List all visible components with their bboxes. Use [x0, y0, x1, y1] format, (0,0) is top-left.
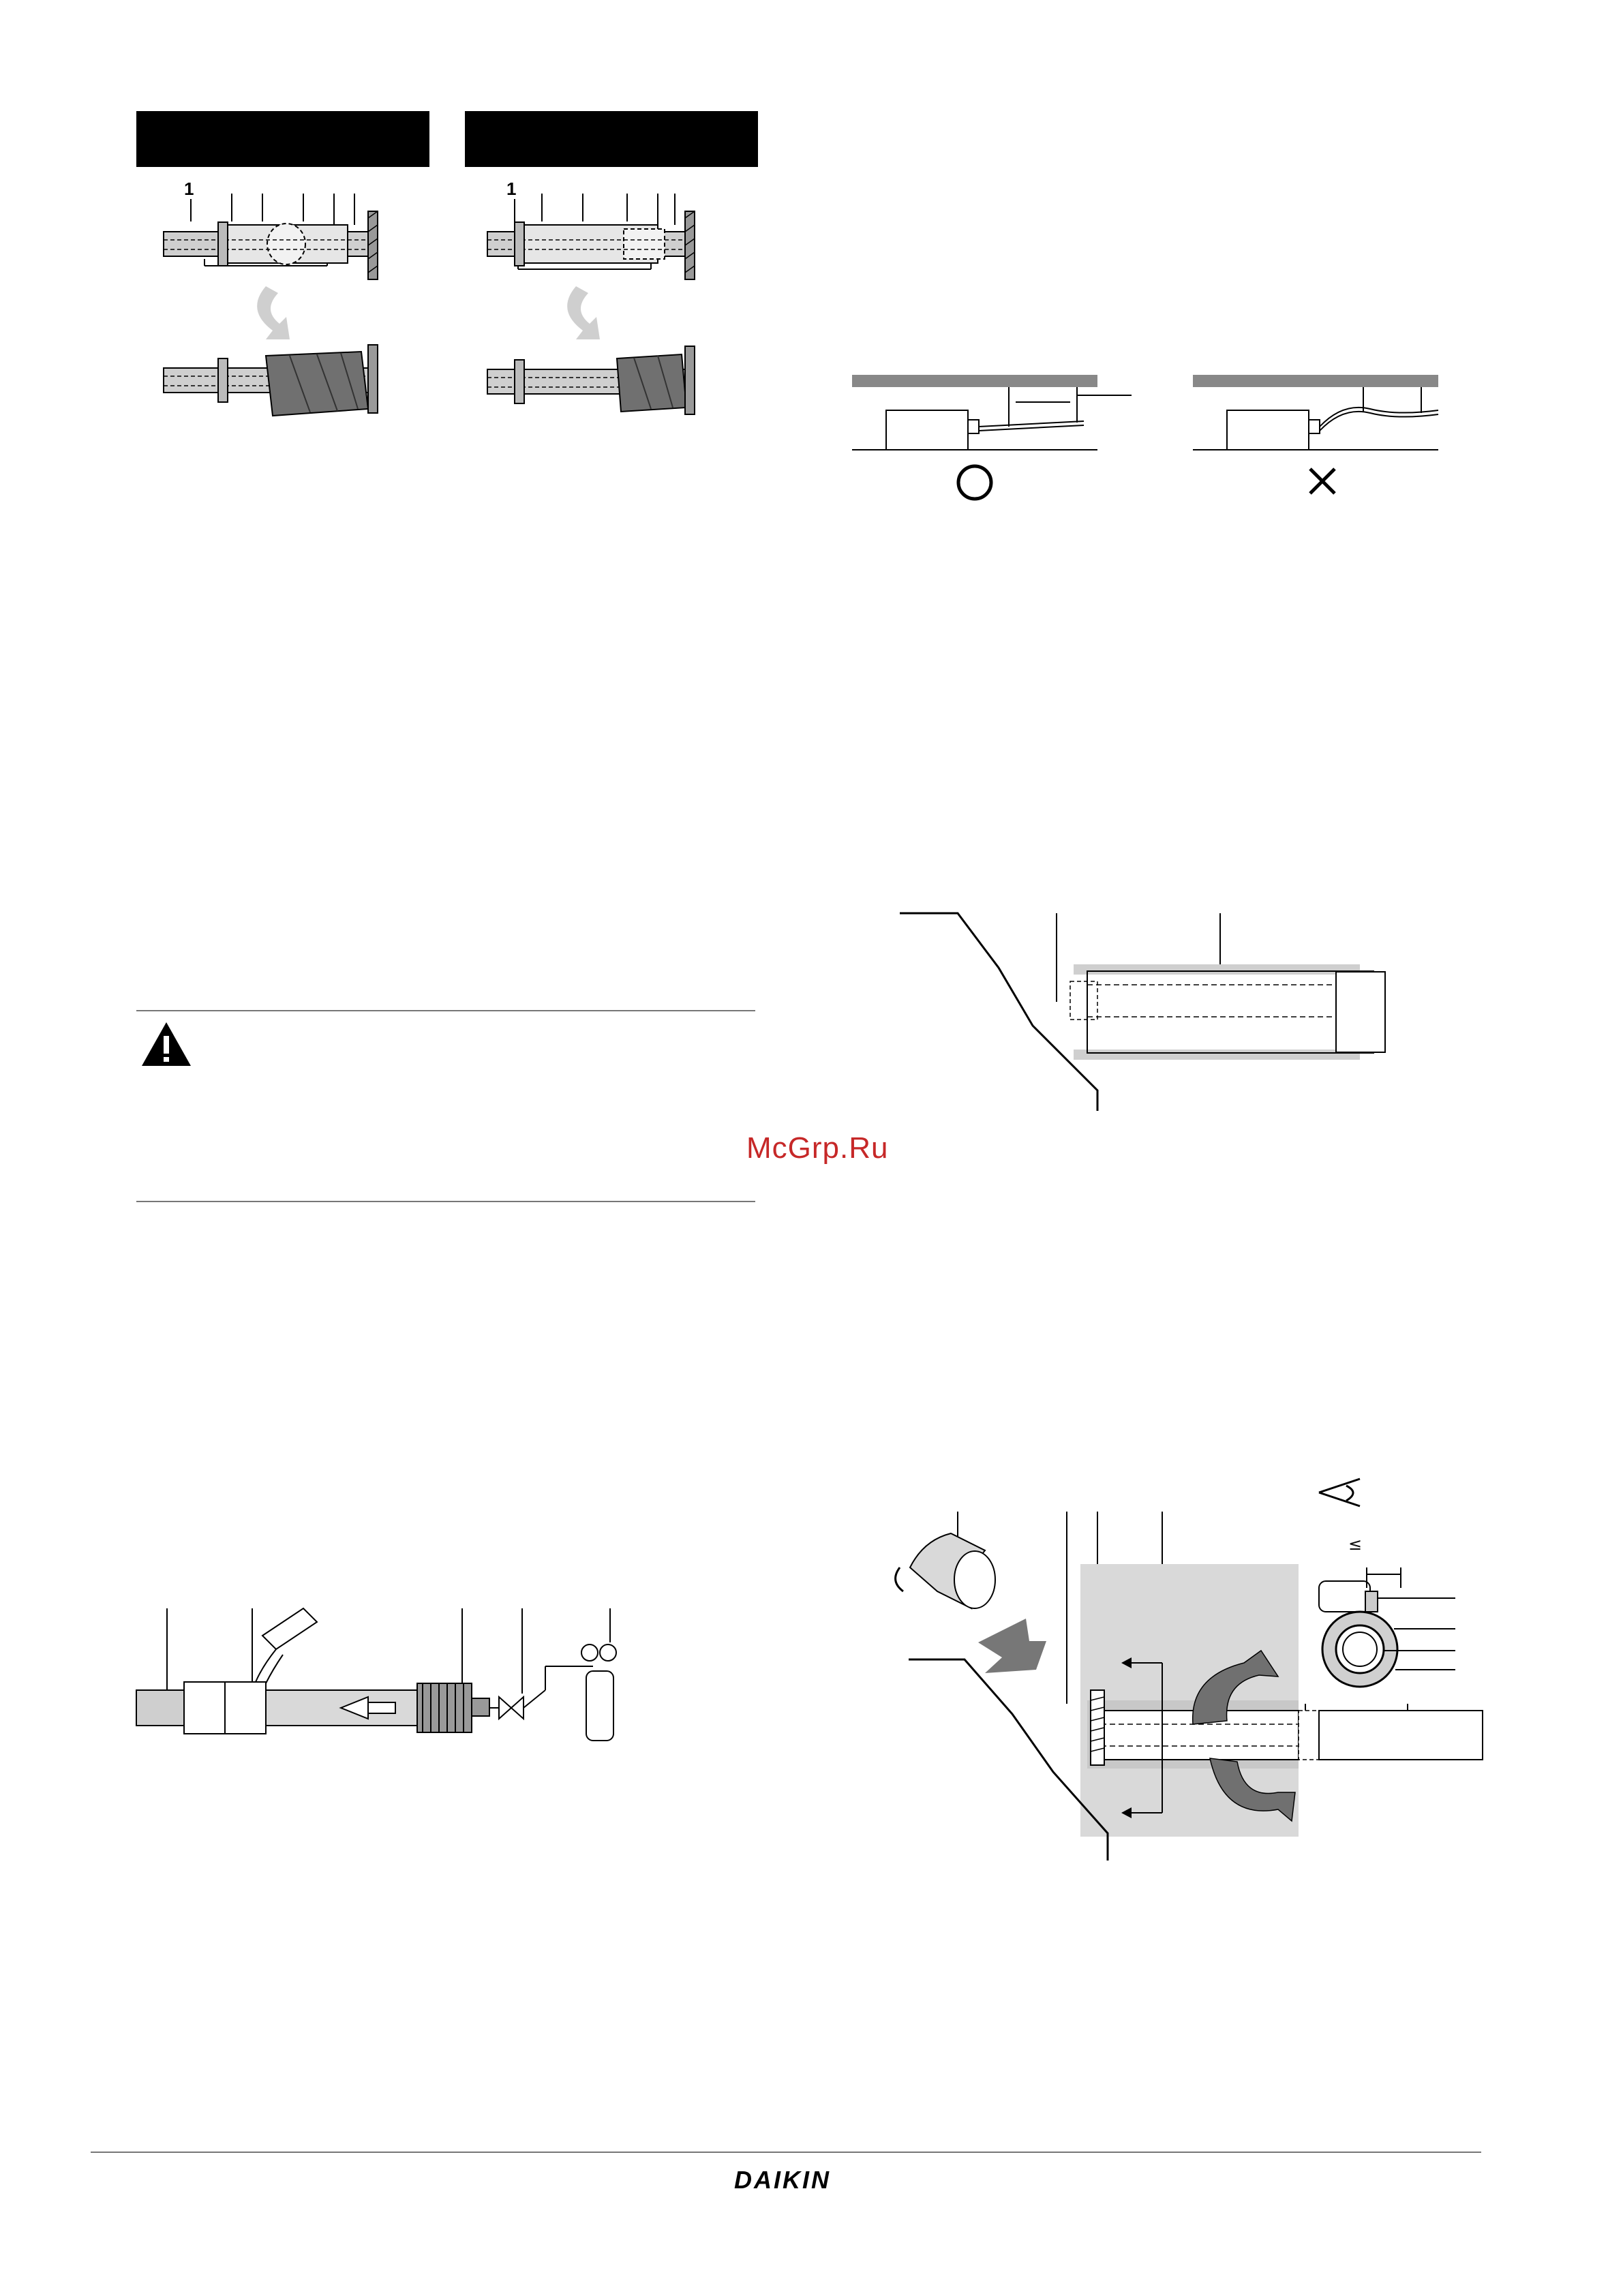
warning-top-rule — [136, 1010, 755, 1011]
pipe-joint-figure-left — [164, 184, 395, 429]
section-header-bar-left — [136, 111, 429, 167]
drain-connection-figure — [900, 906, 1418, 1111]
pipe-joint-figure-right — [487, 184, 719, 429]
warning-bottom-rule — [136, 1201, 755, 1202]
brazing-figure — [136, 1595, 627, 1751]
wrong-mark-icon — [1310, 469, 1335, 493]
daikin-logo: DAIKIN — [734, 2166, 831, 2194]
section-header-bar-right — [465, 111, 758, 167]
callout-label-right: 1 — [506, 179, 517, 199]
insulation-wrap-figure — [883, 1472, 1483, 1861]
warning-icon — [139, 1020, 194, 1069]
callout-label-left: 1 — [184, 179, 194, 199]
le-symbol: ≤ — [1348, 1535, 1363, 1554]
footer-rule — [91, 2152, 1481, 2153]
drain-hose-figure — [852, 368, 1466, 511]
watermark-text: McGrp.Ru — [746, 1131, 889, 1165]
correct-mark-icon — [958, 466, 991, 499]
